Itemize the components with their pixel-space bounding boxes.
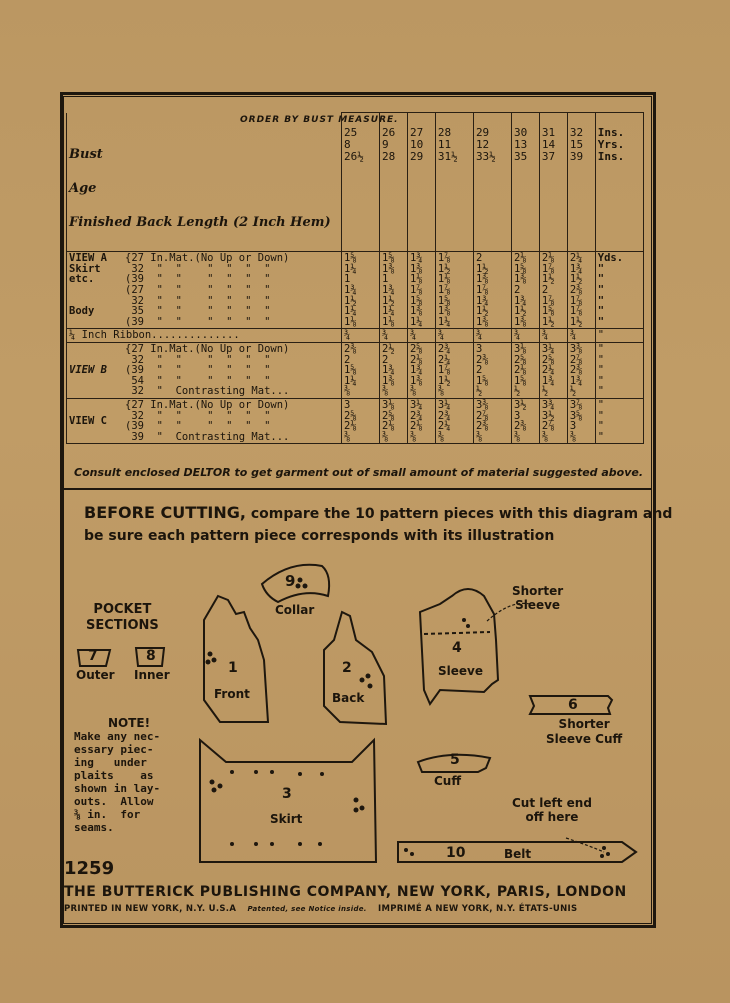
imprime: IMPRIMÉ A NEW YORK, N.Y. ÉTATS-UNIS xyxy=(378,904,578,914)
view-b-label: VIEW B xyxy=(69,364,107,377)
sleeve-number: 4 xyxy=(452,640,462,656)
table-cell: 3¼ 2¾ 2¼ ⅜ xyxy=(435,398,473,443)
table-cell: 3 2⅝ 2⅛ ⅜ xyxy=(342,398,380,443)
note-body: Make any nec- essary piec- ing under plaits as shown in lay- outs. Allow ⅜ in. for seams. xyxy=(74,730,161,834)
bust-label: Bust xyxy=(69,146,103,162)
publisher-line: THE BUTTERICK PUBLISHING COMPANY, NEW YORK, PARIS, LONDON xyxy=(64,884,627,900)
table-cell: 1⅞ 1½ 1⅛ 1⅞ 1⅝ 1⅜ 1¼ xyxy=(435,252,473,329)
size-col: 31 14 37 xyxy=(539,113,567,252)
skirt-label: Skirt xyxy=(270,812,303,826)
table-cell: 3¼ 2⅝ 2¼ 1¾ ½ xyxy=(539,343,567,399)
printed-in: PRINTED IN NEW YORK, N.Y. U.S.A xyxy=(64,904,237,914)
back-piece xyxy=(324,612,386,724)
unit-col: Ins. Yrs. Ins. xyxy=(595,113,643,252)
size-col: 28 11 31½ xyxy=(435,113,473,252)
collar-piece xyxy=(262,565,329,602)
table-cell: 2 1½ 1⅜ 1⅞ 1¾ 1½ 1⅜ xyxy=(473,252,511,329)
back-length-label: Finished Back Length (2 Inch Hem) xyxy=(69,215,331,231)
unit-cell: " " " " " xyxy=(595,343,643,399)
back-number: 2 xyxy=(342,660,352,676)
pocket-inner-label: Inner xyxy=(134,668,170,682)
table-cell: 3⅛ 2⅝ 2⅛ ⅜ xyxy=(380,398,408,443)
shorter-sleeve-cuff-number: 6 xyxy=(568,697,578,713)
pattern-number: 1259 xyxy=(64,858,115,879)
consult-deltor-note: Consult enclosed DELTOR to get garment out of small amount of material suggested above. xyxy=(74,466,644,479)
belt-number: 10 xyxy=(446,845,466,861)
pocket-outer-label: Outer xyxy=(76,668,115,682)
table-cell: 1¾ 1⅜ 1⅛ 1⅞ 1⅝ 1⅜ 1¼ xyxy=(407,252,435,329)
size-col: 25 8 26½ xyxy=(342,113,380,252)
table-cell: ¾ xyxy=(407,329,435,343)
table-cell: 2⅝ 2⅛ 1¾ 1⅜ ⅜ xyxy=(407,343,435,399)
table-cell: 1⅝ 1¼ 1 1¾ 1½ 1¼ 1⅛ xyxy=(342,252,380,329)
view-c-materials: {27 In.Mat.(No Up or Down) 32 " " " " " " (39 " " " " " " 39 " Contrasting Mat... xyxy=(125,398,290,443)
table-cell: 3⅜ 2⅞ 2⅜ 1¾ ½ xyxy=(567,343,595,399)
cut-left-end-note: Cut left end off here xyxy=(512,796,592,824)
view-a-label: VIEW A Skirt etc. Body xyxy=(69,252,107,318)
front-number: 1 xyxy=(228,660,238,676)
before-cutting-line2: be sure each pattern piece corresponds with its illustration xyxy=(84,528,555,544)
table-cell: ¾ xyxy=(511,329,539,343)
printed-line xyxy=(64,904,577,914)
cut-left-end-arrow xyxy=(566,838,604,852)
table-cell: 2½ 2 1¾ 1⅜ ⅜ xyxy=(380,343,408,399)
table-cell: 2⅛ 1⅞ 1½ 2 1⅞ 1⅝ 1½ xyxy=(539,252,567,329)
size-col: 32 15 39 xyxy=(567,113,595,252)
table-cell: 1⅝ 1⅜ 1 1¾ 1½ 1¼ 1⅛ xyxy=(380,252,408,329)
note-title: NOTE! xyxy=(107,716,151,730)
table-cell: ¾ xyxy=(435,329,473,343)
back-label: Back xyxy=(332,691,365,705)
shorter-sleeve-cuff-label: Shorter Sleeve Cuff xyxy=(546,717,623,746)
before-cutting-line1: compare the 10 pattern pieces with this diagram and xyxy=(245,506,673,522)
sleeve-label: Sleeve xyxy=(438,664,483,678)
table-cell: 2¾ 2¼ 1⅞ 1½ ⅜ xyxy=(435,343,473,399)
age-label: Age xyxy=(69,180,97,196)
view-a-materials: {27 In.Mat.(No Up or Down) 32 " " " " " " (39 " " " " " " (27 " " " " " " 32 " " " " " " 35 " " " " " " (39 " " " " " " xyxy=(125,252,290,328)
pocket-outer-number: 7 xyxy=(88,648,98,664)
unit-cell: Yds. " " " " " " xyxy=(595,252,643,329)
ribbon-label: ¼ Inch Ribbon.............. xyxy=(67,329,342,343)
table-cell: 3¾ 3½ 2⅞ ⅜ xyxy=(539,398,567,443)
cuff-number: 5 xyxy=(450,752,460,768)
table-cell: 2¼ 1¾ 1½ 2⅜ 1⅞ 1⅞ 1½ xyxy=(567,252,595,329)
unit-cell: " xyxy=(595,329,643,343)
size-col: 29 12 33½ xyxy=(473,113,511,252)
table-cell: 2⅜ 2 1⅝ 1¼ ⅜ xyxy=(342,343,380,399)
pocket-inner-number: 8 xyxy=(146,648,156,664)
note-block xyxy=(74,717,184,834)
table-cell: 3⅞ 3⅝ 3 ⅜ xyxy=(567,398,595,443)
view-c-label: VIEW C xyxy=(69,414,107,427)
size-col: 27 10 29 xyxy=(407,113,435,252)
table-cell: 3¼ 2¾ 2⅛ ⅜ xyxy=(407,398,435,443)
view-b-materials: {27 In.Mat.(No Up or Down) 32 " " " " " " (39 " " " " " " 54 " " " " " " 32 " Contrasting Mat... xyxy=(125,343,290,398)
collar-label: Collar xyxy=(275,603,315,617)
patented-note: Patented, see Notice inside. xyxy=(247,905,367,913)
before-cutting-lead: BEFORE CUTTING, xyxy=(84,503,246,522)
table-cell: 3⅜ 2⅞ 2⅜ ⅜ xyxy=(473,398,511,443)
skirt-number: 3 xyxy=(282,786,292,802)
table-cell: ¾ xyxy=(539,329,567,343)
table-cell: ¾ xyxy=(380,329,408,343)
table-cell: ¾ xyxy=(567,329,595,343)
size-col: 30 13 35 xyxy=(511,113,539,252)
front-label: Front xyxy=(214,687,250,701)
table-cell: 3⅛ 2⅝ 2⅛ 1⅝ ½ xyxy=(511,343,539,399)
table-cell: ¾ xyxy=(342,329,380,343)
table-cell: 3 2⅜ 2 1⅝ ½ xyxy=(473,343,511,399)
size-col: 26 9 28 xyxy=(380,113,408,252)
unit-cell: " " " " xyxy=(595,398,643,443)
belt-label: Belt xyxy=(504,847,532,861)
table-cell: 3½ 3 2⅜ ⅜ xyxy=(511,398,539,443)
table-cell: ¾ xyxy=(473,329,511,343)
shorter-sleeve-label: Shorter Sleeve xyxy=(512,584,564,612)
table-cell: 2⅛ 1⅝ 1⅜ 2 1¾ 1½ 1⅜ xyxy=(511,252,539,329)
cuff-label: Cuff xyxy=(434,774,462,788)
pocket-sections-title: POCKET SECTIONS xyxy=(86,602,159,633)
collar-number: 9 xyxy=(285,572,296,590)
order-by-heading: ORDER BY BUST MEASURE. xyxy=(240,115,399,125)
